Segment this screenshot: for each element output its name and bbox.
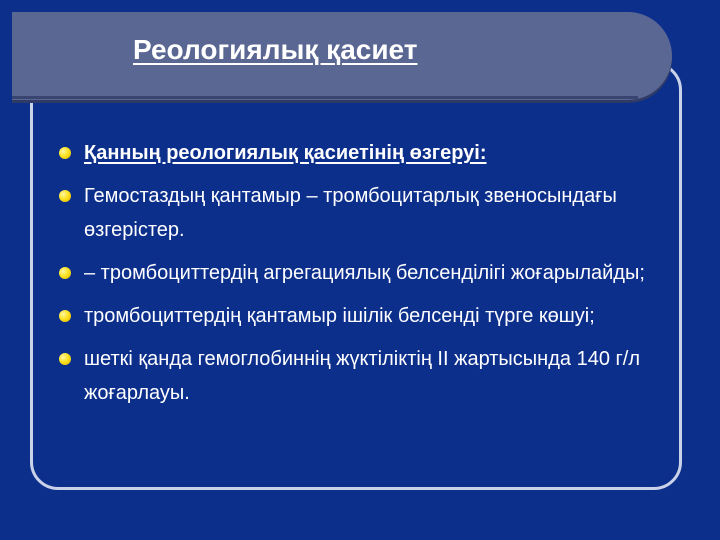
list-item xyxy=(58,299,658,333)
bullet-icon xyxy=(59,190,71,202)
bullet-text: шеткі қанда гемоглобиннің жүктіліктің II жартысында 140 г/л жоғарлауы. xyxy=(84,348,641,404)
slide-title: Реологиялық қасиет xyxy=(133,34,418,65)
list-item xyxy=(58,179,658,247)
bullet-list xyxy=(58,136,658,419)
bullet-icon xyxy=(59,147,71,159)
bullet-icon xyxy=(59,267,71,279)
bullet-text: Гемостаздың қантамыр – тромбоцитарлық звеносындағы өзгерістер. xyxy=(84,185,617,241)
title-bar-shadow xyxy=(12,96,638,99)
list-item xyxy=(58,256,658,290)
list-item xyxy=(58,342,658,410)
list-item xyxy=(58,136,658,170)
bullet-icon xyxy=(59,353,71,365)
bullet-text: тромбоциттердің қантамыр ішілік белсенді түрге көшуі; xyxy=(84,305,595,327)
bullet-icon xyxy=(59,310,71,322)
bullet-text: Қанның реологиялық қасиетінің өзгеруі: xyxy=(84,142,487,164)
bullet-text: – тромбоциттердің агрегациялық белсенділігі жоғарылайды; xyxy=(84,262,645,284)
